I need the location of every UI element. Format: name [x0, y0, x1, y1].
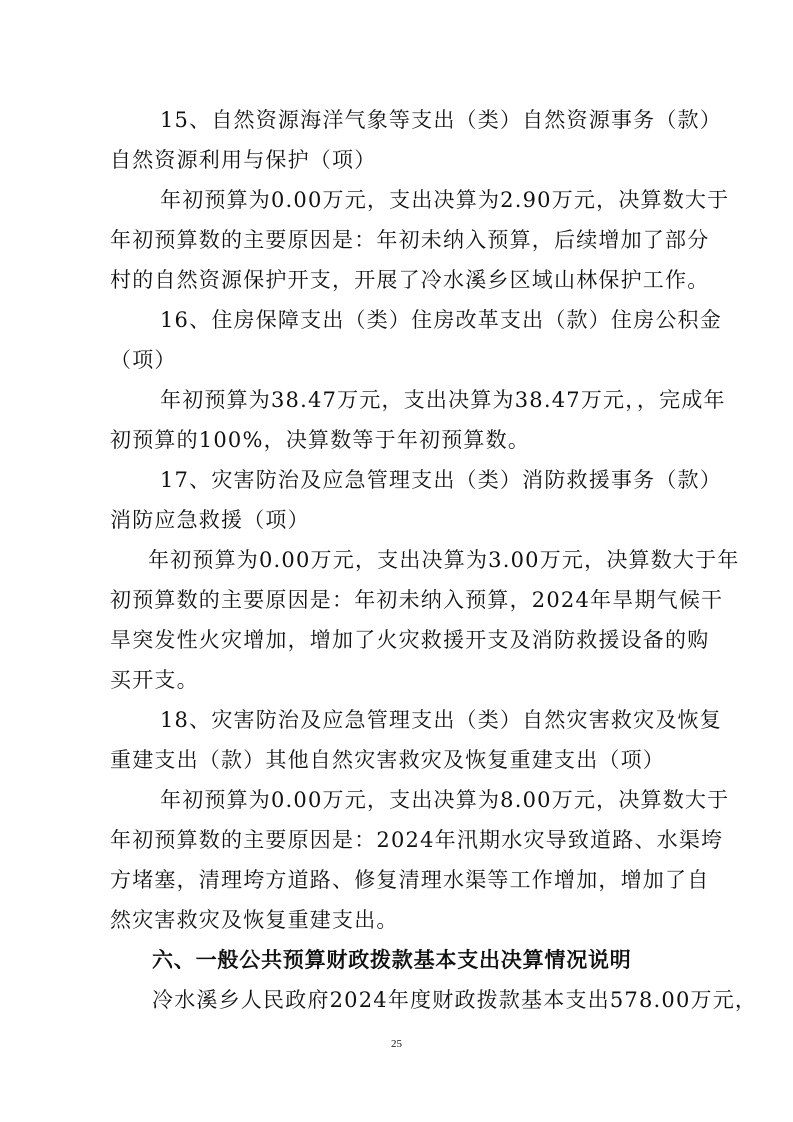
text-line: 17、灾害防治及应急管理支出（类）消防救援事务（款）	[160, 468, 722, 492]
text-line: 村的自然资源保护开支，开展了冷水溪乡区域山林保护工作。	[110, 268, 710, 292]
document-body	[110, 100, 758, 1020]
section-15-paragraph	[110, 180, 730, 300]
text-line: 18、灾害防治及应急管理支出（类）自然灾害救灾及恢复	[160, 708, 722, 732]
section-18-heading	[110, 700, 722, 780]
page-number: 25	[391, 1038, 402, 1050]
text-line: 年初预算为0.00万元，支出决算为2.90万元，决算数大于	[160, 188, 730, 212]
text-line: 15、自然资源海洋气象等支出（类）自然资源事务（款）	[160, 108, 722, 132]
text-line: 旱突发性火灾增加，增加了火灾救援开支及消防救援设备的购	[110, 628, 710, 652]
text-line: 初预算数的主要原因是：年初未纳入预算，2024年旱期气候干	[110, 588, 724, 612]
text-line: 冷水溪乡人民政府2024年度财政拨款基本支出578.00万元，	[152, 988, 758, 1012]
text-line: （项）	[110, 348, 177, 372]
text-line: 16、住房保障支出（类）住房改革支出（款）住房公积金	[160, 308, 722, 332]
section-17-heading	[110, 460, 722, 540]
text-line: 重建支出（款）其他自然灾害救灾及恢复重建支出（项）	[110, 748, 665, 772]
text-line: 方堵塞，清理垮方道路、修复清理水渠等工作增加，增加了自	[110, 868, 710, 892]
section-17-paragraph	[110, 540, 740, 700]
section-6-paragraph	[110, 980, 758, 1020]
text-line: 年初预算为0.00万元，支出决算为8.00万元，决算数大于	[160, 788, 730, 812]
section-16-heading	[110, 300, 722, 380]
text-line: 年初预算为38.47万元，支出决算为38.47万元，，完成年	[160, 388, 726, 412]
section-title: 六、一般公共预算财政拨款基本支出决算情况说明	[152, 948, 632, 972]
text-line: 消防应急救援（项）	[110, 508, 310, 532]
section-6-heading	[110, 940, 690, 980]
text-line: 然灾害救灾及恢复重建支出。	[110, 908, 399, 932]
section-16-paragraph	[110, 380, 726, 460]
text-line: 年初预算为0.00万元，支出决算为3.00万元，决算数大于年	[148, 548, 740, 572]
text-line: 初预算的100%，决算数等于年初预算数。	[110, 428, 531, 452]
text-line: 年初预算数的主要原因是：2024年汛期水灾导致道路、水渠垮	[110, 828, 724, 852]
text-line: 自然资源利用与保护（项）	[110, 148, 377, 172]
text-line: 买开支。	[110, 668, 199, 692]
text-line: 年初预算数的主要原因是：年初未纳入预算，后续增加了部分	[110, 228, 710, 252]
section-15-heading	[110, 100, 722, 180]
section-18-paragraph	[110, 780, 730, 940]
